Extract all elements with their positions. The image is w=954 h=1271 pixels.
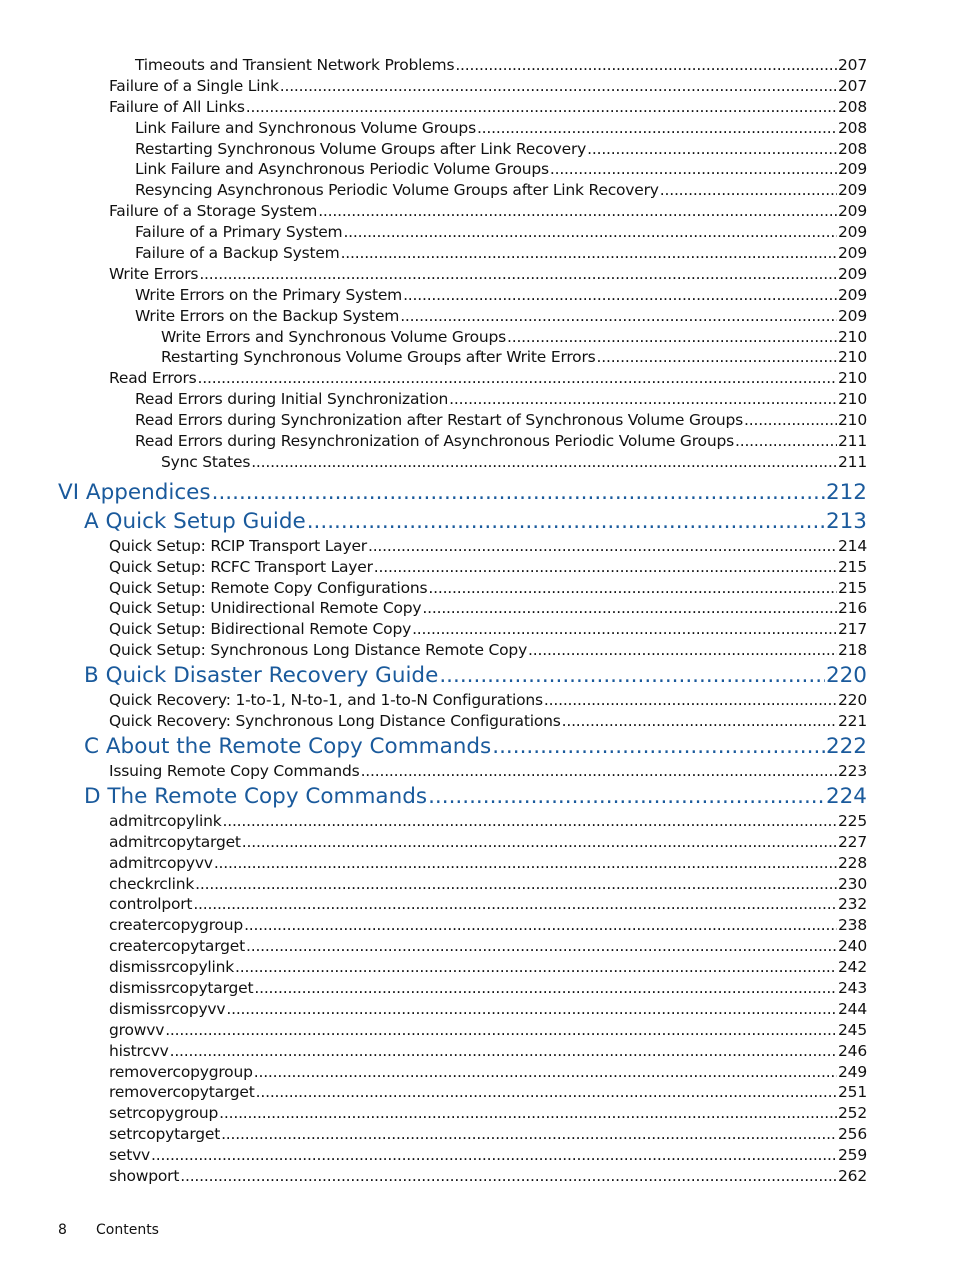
toc-entry-title: Read Errors during Resynchronization of Asynchronous Periodic Volume Groups xyxy=(135,432,734,451)
toc-entry-page: 251 xyxy=(838,1083,867,1102)
toc-entry-title: A Quick Setup Guide xyxy=(84,508,306,534)
toc-entry-title: dismissrcopytarget xyxy=(109,978,254,997)
toc-entry-page: 210 xyxy=(838,369,867,388)
dot-leader xyxy=(587,139,837,160)
toc-entry-page: 208 xyxy=(838,97,867,116)
toc-entry-page: 225 xyxy=(838,811,867,830)
toc-entry-level-2[interactable] xyxy=(0,55,867,76)
toc-entry-level-1[interactable] xyxy=(0,557,867,578)
dot-leader xyxy=(151,1145,837,1166)
toc-entry-level-1[interactable] xyxy=(0,957,867,978)
toc-entry-page: 208 xyxy=(838,139,867,158)
toc-entry-title: Link Failure and Asynchronous Periodic Volume Groups xyxy=(135,160,549,179)
toc-entry-level-1[interactable] xyxy=(0,368,867,389)
toc-entry-title: admitrcopytarget xyxy=(109,832,241,851)
dot-leader xyxy=(544,690,837,711)
toc-entry-level-2[interactable] xyxy=(0,389,867,410)
toc-entry-page: 262 xyxy=(838,1166,867,1185)
dot-leader xyxy=(180,1166,837,1187)
toc-entry-level-1[interactable] xyxy=(0,536,867,557)
dot-leader xyxy=(221,1124,837,1145)
toc-entry-page: 210 xyxy=(838,327,867,346)
dot-leader xyxy=(235,957,837,978)
dot-leader xyxy=(193,894,837,915)
toc-entry-level-1[interactable] xyxy=(0,619,867,640)
toc-entry-level-2[interactable] xyxy=(0,118,867,139)
toc-entry-title: Restarting Synchronous Volume Groups after Write Errors xyxy=(161,348,596,367)
toc-entry-page: 256 xyxy=(838,1125,867,1144)
dot-leader xyxy=(170,1041,837,1062)
toc-entry-title: C About the Remote Copy Commands xyxy=(84,733,492,759)
toc-entry-page: 228 xyxy=(838,853,867,872)
toc-entry-level-1[interactable] xyxy=(0,1020,867,1041)
toc-entry-title: Quick Recovery: 1-to-1, N-to-1, and 1-to-N Configurations xyxy=(109,691,543,710)
toc-entry-page: 227 xyxy=(838,832,867,851)
dot-leader xyxy=(251,452,837,473)
toc-entry-title: Restarting Synchronous Volume Groups after Link Recovery xyxy=(135,139,587,158)
toc-entry-title: creatercopygroup xyxy=(109,916,244,935)
toc-entry-page: 244 xyxy=(838,999,867,1018)
toc-entry-level-1[interactable] xyxy=(0,761,867,782)
toc-entry-level-1[interactable] xyxy=(0,578,867,599)
dot-leader xyxy=(455,55,837,76)
toc-entry-title: controlport xyxy=(109,895,193,914)
dot-leader xyxy=(449,389,837,410)
toc-entry-page: 246 xyxy=(838,1041,867,1060)
toc-entry-level-2[interactable] xyxy=(0,243,867,264)
toc-entry-level-1[interactable] xyxy=(0,1103,867,1124)
toc-entry-level-1[interactable] xyxy=(0,1166,867,1187)
toc-entry-title: Quick Recovery: Synchronous Long Distance Configurations xyxy=(109,712,561,731)
toc-entry-level-1[interactable] xyxy=(0,640,867,661)
toc-entry-title: dismissrcopylink xyxy=(109,958,235,977)
dot-leader xyxy=(214,853,837,874)
toc-entry-title: setrcopygroup xyxy=(109,1104,219,1123)
toc-entry-title: growvv xyxy=(109,1020,165,1039)
dot-leader xyxy=(246,936,837,957)
toc-entry-page: 221 xyxy=(838,712,867,731)
toc-entry-level-1[interactable] xyxy=(0,1124,867,1145)
toc-entry-level-1[interactable] xyxy=(0,76,867,97)
toc-entry-title: VI Appendices xyxy=(58,479,211,505)
dot-leader xyxy=(226,999,837,1020)
toc-entry-page: 240 xyxy=(838,937,867,956)
toc-entry-level-2[interactable] xyxy=(0,180,867,201)
dot-leader xyxy=(199,264,837,285)
toc-entry-level-1[interactable] xyxy=(0,598,867,619)
toc-entry-page: 210 xyxy=(838,348,867,367)
toc-entry-level-1[interactable] xyxy=(0,894,867,915)
toc-entry-page: 209 xyxy=(838,202,867,221)
toc-entry-title: admitrcopyvv xyxy=(109,853,213,872)
toc-entry-title: setvv xyxy=(109,1146,151,1165)
toc-entry-page: 209 xyxy=(838,181,867,200)
table-of-contents xyxy=(0,55,954,1187)
toc-entry-title: Timeouts and Transient Network Problems xyxy=(135,56,455,74)
dot-leader xyxy=(361,761,837,782)
toc-entry-page: 238 xyxy=(838,916,867,935)
toc-entry-title: setrcopytarget xyxy=(109,1125,221,1144)
toc-entry-page: 207 xyxy=(838,56,867,74)
dot-leader xyxy=(428,783,825,811)
toc-entry-page: 209 xyxy=(838,264,867,283)
dot-leader xyxy=(219,1103,837,1124)
toc-entry-level-2[interactable] xyxy=(0,139,867,160)
toc-entry-page: 209 xyxy=(838,244,867,263)
toc-entry-level-1[interactable] xyxy=(0,711,867,732)
dot-leader xyxy=(368,536,837,557)
dot-leader xyxy=(428,578,837,599)
toc-entry-page: 213 xyxy=(825,508,867,534)
toc-entry-level-2[interactable] xyxy=(0,306,867,327)
toc-entry-page: 259 xyxy=(838,1146,867,1165)
toc-entry-title: checkrclink xyxy=(109,874,195,893)
toc-entry-title: Read Errors during Synchronization after Restart of Synchronous Volume Groups xyxy=(135,411,744,430)
toc-entry-level-1[interactable] xyxy=(0,1062,867,1083)
toc-entry-level-1[interactable] xyxy=(0,999,867,1020)
toc-entry-title: Link Failure and Synchronous Volume Groups xyxy=(135,118,476,137)
toc-chapter-heading[interactable] xyxy=(0,508,867,536)
dot-leader xyxy=(477,118,837,139)
toc-entry-page: 211 xyxy=(838,432,867,451)
toc-entry-level-3[interactable] xyxy=(0,327,867,348)
toc-entry-page: 243 xyxy=(838,978,867,997)
toc-entry-title: Resyncing Asynchronous Periodic Volume Groups after Link Recovery xyxy=(135,181,659,200)
toc-entry-title: Failure of a Backup System xyxy=(135,244,340,263)
toc-entry-page: 220 xyxy=(838,691,867,710)
toc-entry-page: 209 xyxy=(838,223,867,242)
toc-entry-level-2[interactable] xyxy=(0,222,867,243)
toc-entry-title: Write Errors xyxy=(109,264,199,283)
toc-entry-title: B Quick Disaster Recovery Guide xyxy=(84,663,439,689)
dot-leader xyxy=(198,368,837,389)
toc-entry-level-1[interactable] xyxy=(0,97,867,118)
toc-chapter-heading[interactable] xyxy=(0,783,867,811)
toc-entry-level-1[interactable] xyxy=(0,936,867,957)
toc-entry-page: 220 xyxy=(825,663,867,689)
dot-leader xyxy=(246,97,837,118)
dot-leader xyxy=(222,811,837,832)
toc-entry-page: 249 xyxy=(838,1062,867,1081)
toc-entry-title: Sync States xyxy=(161,452,251,471)
toc-entry-page: 230 xyxy=(838,874,867,893)
page-footer xyxy=(58,1222,159,1238)
dot-leader xyxy=(343,222,837,243)
toc-entry-title: Quick Setup: Unidirectional Remote Copy xyxy=(109,599,422,618)
dot-leader xyxy=(256,1082,837,1103)
dot-leader xyxy=(528,640,837,661)
dot-leader xyxy=(550,159,837,180)
toc-entry-page: 210 xyxy=(838,390,867,409)
toc-entry-level-1[interactable] xyxy=(0,201,867,222)
toc-entry-page: 216 xyxy=(838,599,867,618)
toc-entry-title: Read Errors xyxy=(109,369,197,388)
toc-entry-level-3[interactable] xyxy=(0,347,867,368)
toc-chapter-heading[interactable] xyxy=(0,662,867,690)
toc-entry-page: 208 xyxy=(838,118,867,137)
toc-entry-page: 245 xyxy=(838,1020,867,1039)
toc-entry-level-2[interactable] xyxy=(0,410,867,431)
toc-entry-title: Failure of a Primary System xyxy=(135,223,343,242)
dot-leader xyxy=(244,915,837,936)
toc-entry-level-1[interactable] xyxy=(0,264,867,285)
dot-leader xyxy=(307,508,825,536)
toc-entry-page: 242 xyxy=(838,958,867,977)
toc-entry-title: Write Errors on the Backup System xyxy=(135,306,400,325)
toc-entry-title: showport xyxy=(109,1166,180,1185)
toc-entry-level-1[interactable] xyxy=(0,915,867,936)
dot-leader xyxy=(660,180,837,201)
dot-leader xyxy=(280,76,837,97)
toc-entry-page: 232 xyxy=(838,895,867,914)
toc-entry-title: D The Remote Copy Commands xyxy=(84,783,428,809)
toc-entry-level-1[interactable] xyxy=(0,811,867,832)
toc-entry-title: Quick Setup: Bidirectional Remote Copy xyxy=(109,620,412,639)
toc-entry-title: Quick Setup: RCIP Transport Layer xyxy=(109,536,367,555)
toc-chapter-heading[interactable] xyxy=(0,733,867,761)
dot-leader xyxy=(242,832,837,853)
dot-leader xyxy=(744,410,837,431)
dot-leader xyxy=(439,662,825,690)
dot-leader xyxy=(492,733,825,761)
dot-leader xyxy=(254,1062,837,1083)
toc-entry-title: removercopygroup xyxy=(109,1062,253,1081)
toc-entry-title: Issuing Remote Copy Commands xyxy=(109,761,360,780)
toc-entry-title: Quick Setup: Synchronous Long Distance Remote Copy xyxy=(109,641,528,660)
dot-leader xyxy=(318,201,837,222)
toc-entry-title: Quick Setup: RCFC Transport Layer xyxy=(109,557,373,576)
toc-part-heading[interactable] xyxy=(0,479,867,507)
dot-leader xyxy=(403,285,837,306)
toc-entry-level-1[interactable] xyxy=(0,978,867,999)
toc-entry-level-3[interactable] xyxy=(0,452,867,473)
toc-entry-page: 252 xyxy=(838,1104,867,1123)
toc-entry-level-2[interactable] xyxy=(0,285,867,306)
toc-entry-title: Failure of All Links xyxy=(109,97,245,116)
toc-entry-page: 215 xyxy=(838,578,867,597)
toc-entry-level-2[interactable] xyxy=(0,159,867,180)
dot-leader xyxy=(400,306,837,327)
toc-entry-title: Read Errors during Initial Synchronization xyxy=(135,390,449,409)
toc-entry-page: 212 xyxy=(825,479,867,505)
dot-leader xyxy=(597,347,837,368)
toc-entry-page: 224 xyxy=(825,783,867,809)
footer-section-label: Contents xyxy=(96,1222,159,1238)
toc-entry-title: Write Errors on the Primary System xyxy=(135,285,403,304)
toc-entry-level-2[interactable] xyxy=(0,431,867,452)
dot-leader xyxy=(562,711,837,732)
toc-entry-page: 217 xyxy=(838,620,867,639)
dot-leader xyxy=(735,431,837,452)
dot-leader xyxy=(254,978,837,999)
toc-entry-title: Quick Setup: Remote Copy Configurations xyxy=(109,578,428,597)
toc-entry-page: 210 xyxy=(838,411,867,430)
page-number: 8 xyxy=(58,1222,67,1238)
toc-entry-level-1[interactable] xyxy=(0,853,867,874)
toc-entry-page: 207 xyxy=(838,76,867,95)
dot-leader xyxy=(212,479,825,507)
toc-entry-title: Failure of a Storage System xyxy=(109,202,318,221)
dot-leader xyxy=(165,1020,837,1041)
toc-entry-page: 209 xyxy=(838,306,867,325)
toc-entry-page: 223 xyxy=(838,761,867,780)
toc-entry-level-1[interactable] xyxy=(0,1041,867,1062)
toc-entry-level-1[interactable] xyxy=(0,1082,867,1103)
toc-entry-title: removercopytarget xyxy=(109,1083,255,1102)
toc-entry-page: 222 xyxy=(825,733,867,759)
toc-entry-page: 215 xyxy=(838,557,867,576)
toc-entry-title: Write Errors and Synchronous Volume Groups xyxy=(161,327,506,346)
toc-entry-level-1[interactable] xyxy=(0,874,867,895)
toc-entry-title: dismissrcopyvv xyxy=(109,999,226,1018)
toc-entry-title: creatercopytarget xyxy=(109,937,245,956)
toc-entry-page: 209 xyxy=(838,285,867,304)
toc-entry-page: 209 xyxy=(838,160,867,179)
dot-leader xyxy=(507,327,837,348)
toc-entry-title: admitrcopylink xyxy=(109,811,222,830)
toc-entry-level-1[interactable] xyxy=(0,1145,867,1166)
dot-leader xyxy=(195,874,837,895)
toc-entry-title: histrcvv xyxy=(109,1041,169,1060)
toc-entry-page: 218 xyxy=(838,641,867,660)
toc-entry-page: 214 xyxy=(838,536,867,555)
dot-leader xyxy=(374,557,837,578)
dot-leader xyxy=(341,243,837,264)
dot-leader xyxy=(412,619,837,640)
toc-entry-title: Failure of a Single Link xyxy=(109,76,279,95)
toc-entry-level-1[interactable] xyxy=(0,690,867,711)
toc-entry-page: 211 xyxy=(838,452,867,471)
toc-entry-level-1[interactable] xyxy=(0,832,867,853)
dot-leader xyxy=(422,598,837,619)
